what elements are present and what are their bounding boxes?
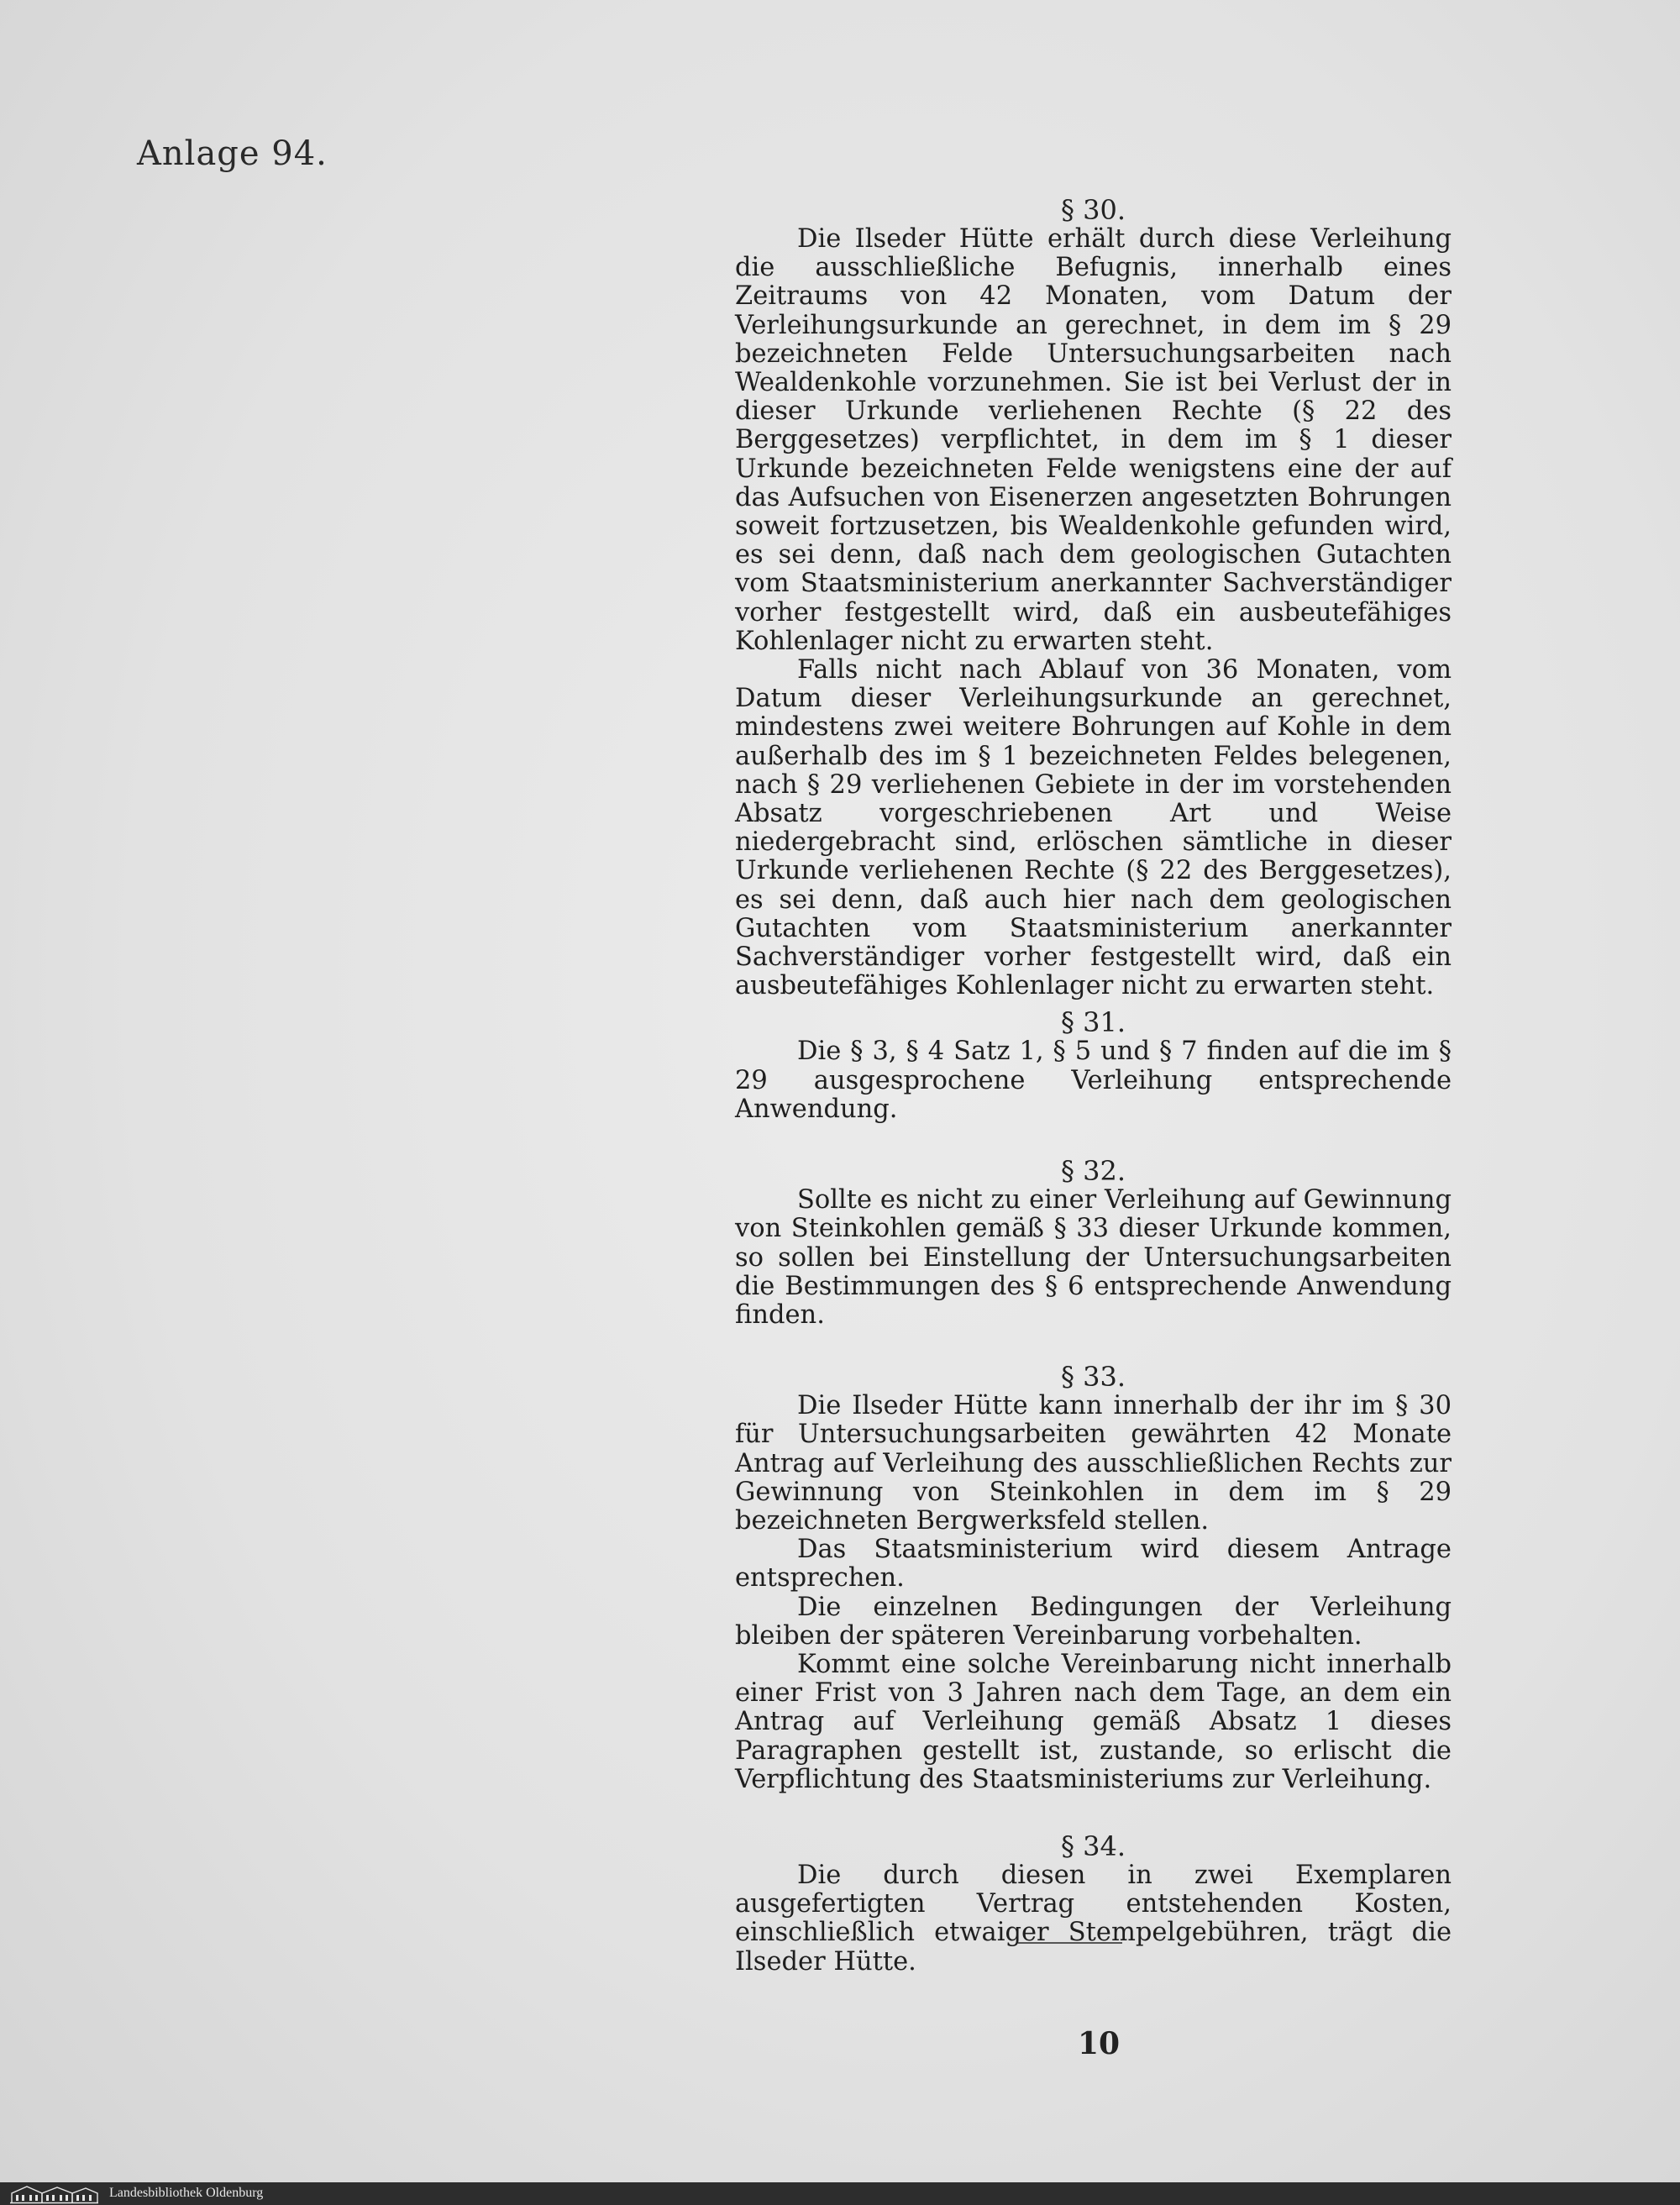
paragraph: Falls nicht nach Ablauf von 36 Monaten, vom Datum dieser Verleihungsurkunde an gerechnet, mindestens zwei weitere Bohrungen auf Kohle in dem außerhalb des im § 1 bezeichneten Feldes belegenen, nach § 29 verliehenen Gebiete in der im vorstehenden Absatz vorgeschriebenen Art und Weise niedergebracht sind, erlöschen sämtliche in dieser Urkunde verliehenen Rechte (§ 22 des Berggesetzes), es sei denn, daß auch hier nach dem geologischen Gutachten vom Staatsministerium anerkannter Sachverständiger vorher festgestellt wird, daß ein ausbeutefähiges Kohlenlager nicht zu erwarten steht. [735, 655, 1452, 1001]
section-title: § 32. [1060, 1155, 1126, 1188]
paragraph: Das Staatsministerium wird diesem Antrage entsprechen. [735, 1535, 1452, 1593]
section-31 [735, 1007, 1452, 1124]
library-building-icon [8, 2183, 99, 2204]
paragraph: Kommt eine solche Vereinbarung nicht innerhalb einer Frist von 3 Jahren nach dem Tage, an dem ein Antrag auf Verleihung gemäß Absatz 1 dieses Paragraphen gestellt ist, zustande, so erlischt die Verpflichtung des Staatsministeriums zur Verleihung. [735, 1649, 1452, 1794]
paragraph: Die Ilseder Hütte kann innerhalb der ihr im § 30 für Untersuchungsarbeiten gewährten 42 Monate Antrag auf Verleihung des ausschließlichen Rechts zur Gewinnung von Steinkohlen in dem im § 29 bezeichneten Bergwerksfeld stellen. [735, 1391, 1452, 1536]
text-column [735, 195, 1452, 1977]
section-33 [735, 1362, 1452, 1794]
paragraph: Die § 3, § 4 Satz 1, § 5 und § 7 finden auf die im § 29 ausgesprochene Verleihung entsprechende Anwendung. [735, 1037, 1452, 1124]
paragraph: Die einzelnen Bedingungen der Verleihung bleiben der späteren Vereinbarung vorbehalten. [735, 1592, 1452, 1651]
section-30 [735, 195, 1452, 1000]
page-number: 10 [1078, 2026, 1121, 2061]
library-name: Landesbibliothek Oldenburg [109, 2186, 264, 2200]
annex-label: Anlage 94. [137, 134, 328, 173]
paragraph: Sollte es nicht zu einer Verleihung auf Gewinnung von Steinkohlen gemäß § 33 dieser Urkunde kommen, so sollen bei Einstellung der Untersuchungsarbeiten die Bestimmungen des § 6 entsprechende Anwendung finden. [735, 1185, 1452, 1330]
footer-bar [0, 2182, 1680, 2205]
section-32 [735, 1156, 1452, 1330]
section-34 [735, 1831, 1452, 1977]
section-title: § 30. [1060, 194, 1126, 226]
paragraph: Die Ilseder Hütte erhält durch diese Verleihung die ausschließliche Befugnis, innerhalb eines Zeitraums von 42 Monaten, vom Datum der Verleihungsurkunde an gerechnet, in dem im § 29 bezeichneten Felde Untersuchungsarbeiten nach Wealdenkohle vorzunehmen. Sie ist bei Verlust der in dieser Urkunde verliehenen Rechte (§ 22 des Berggesetzes) verpflichtet, in dem im § 1 dieser Urkunde bezeichneten Felde wenigstens eine der auf das Aufsuchen von Eisenerzen angesetzten Bohrungen soweit fortzusetzen, bis Wealdenkohle gefunden wird, es sei denn, daß nach dem geologischen Gutachten vom Staatsministerium anerkannter Sachverständiger vorher festgestellt wird, daß ein ausbeutefähiges Kohlenlager nicht zu erwarten steht. [735, 224, 1452, 656]
closing-rule [1018, 1942, 1122, 1944]
section-title: § 33. [1060, 1361, 1126, 1394]
section-title: § 31. [1060, 1006, 1126, 1039]
paragraph: Die durch diesen in zwei Exemplaren ausgefertigten Vertrag entstehenden Kosten, einschließlich etwaiger Stempelgebühren, trägt die Ilseder Hütte. [735, 1860, 1452, 1977]
section-title: § 34. [1060, 1830, 1126, 1862]
